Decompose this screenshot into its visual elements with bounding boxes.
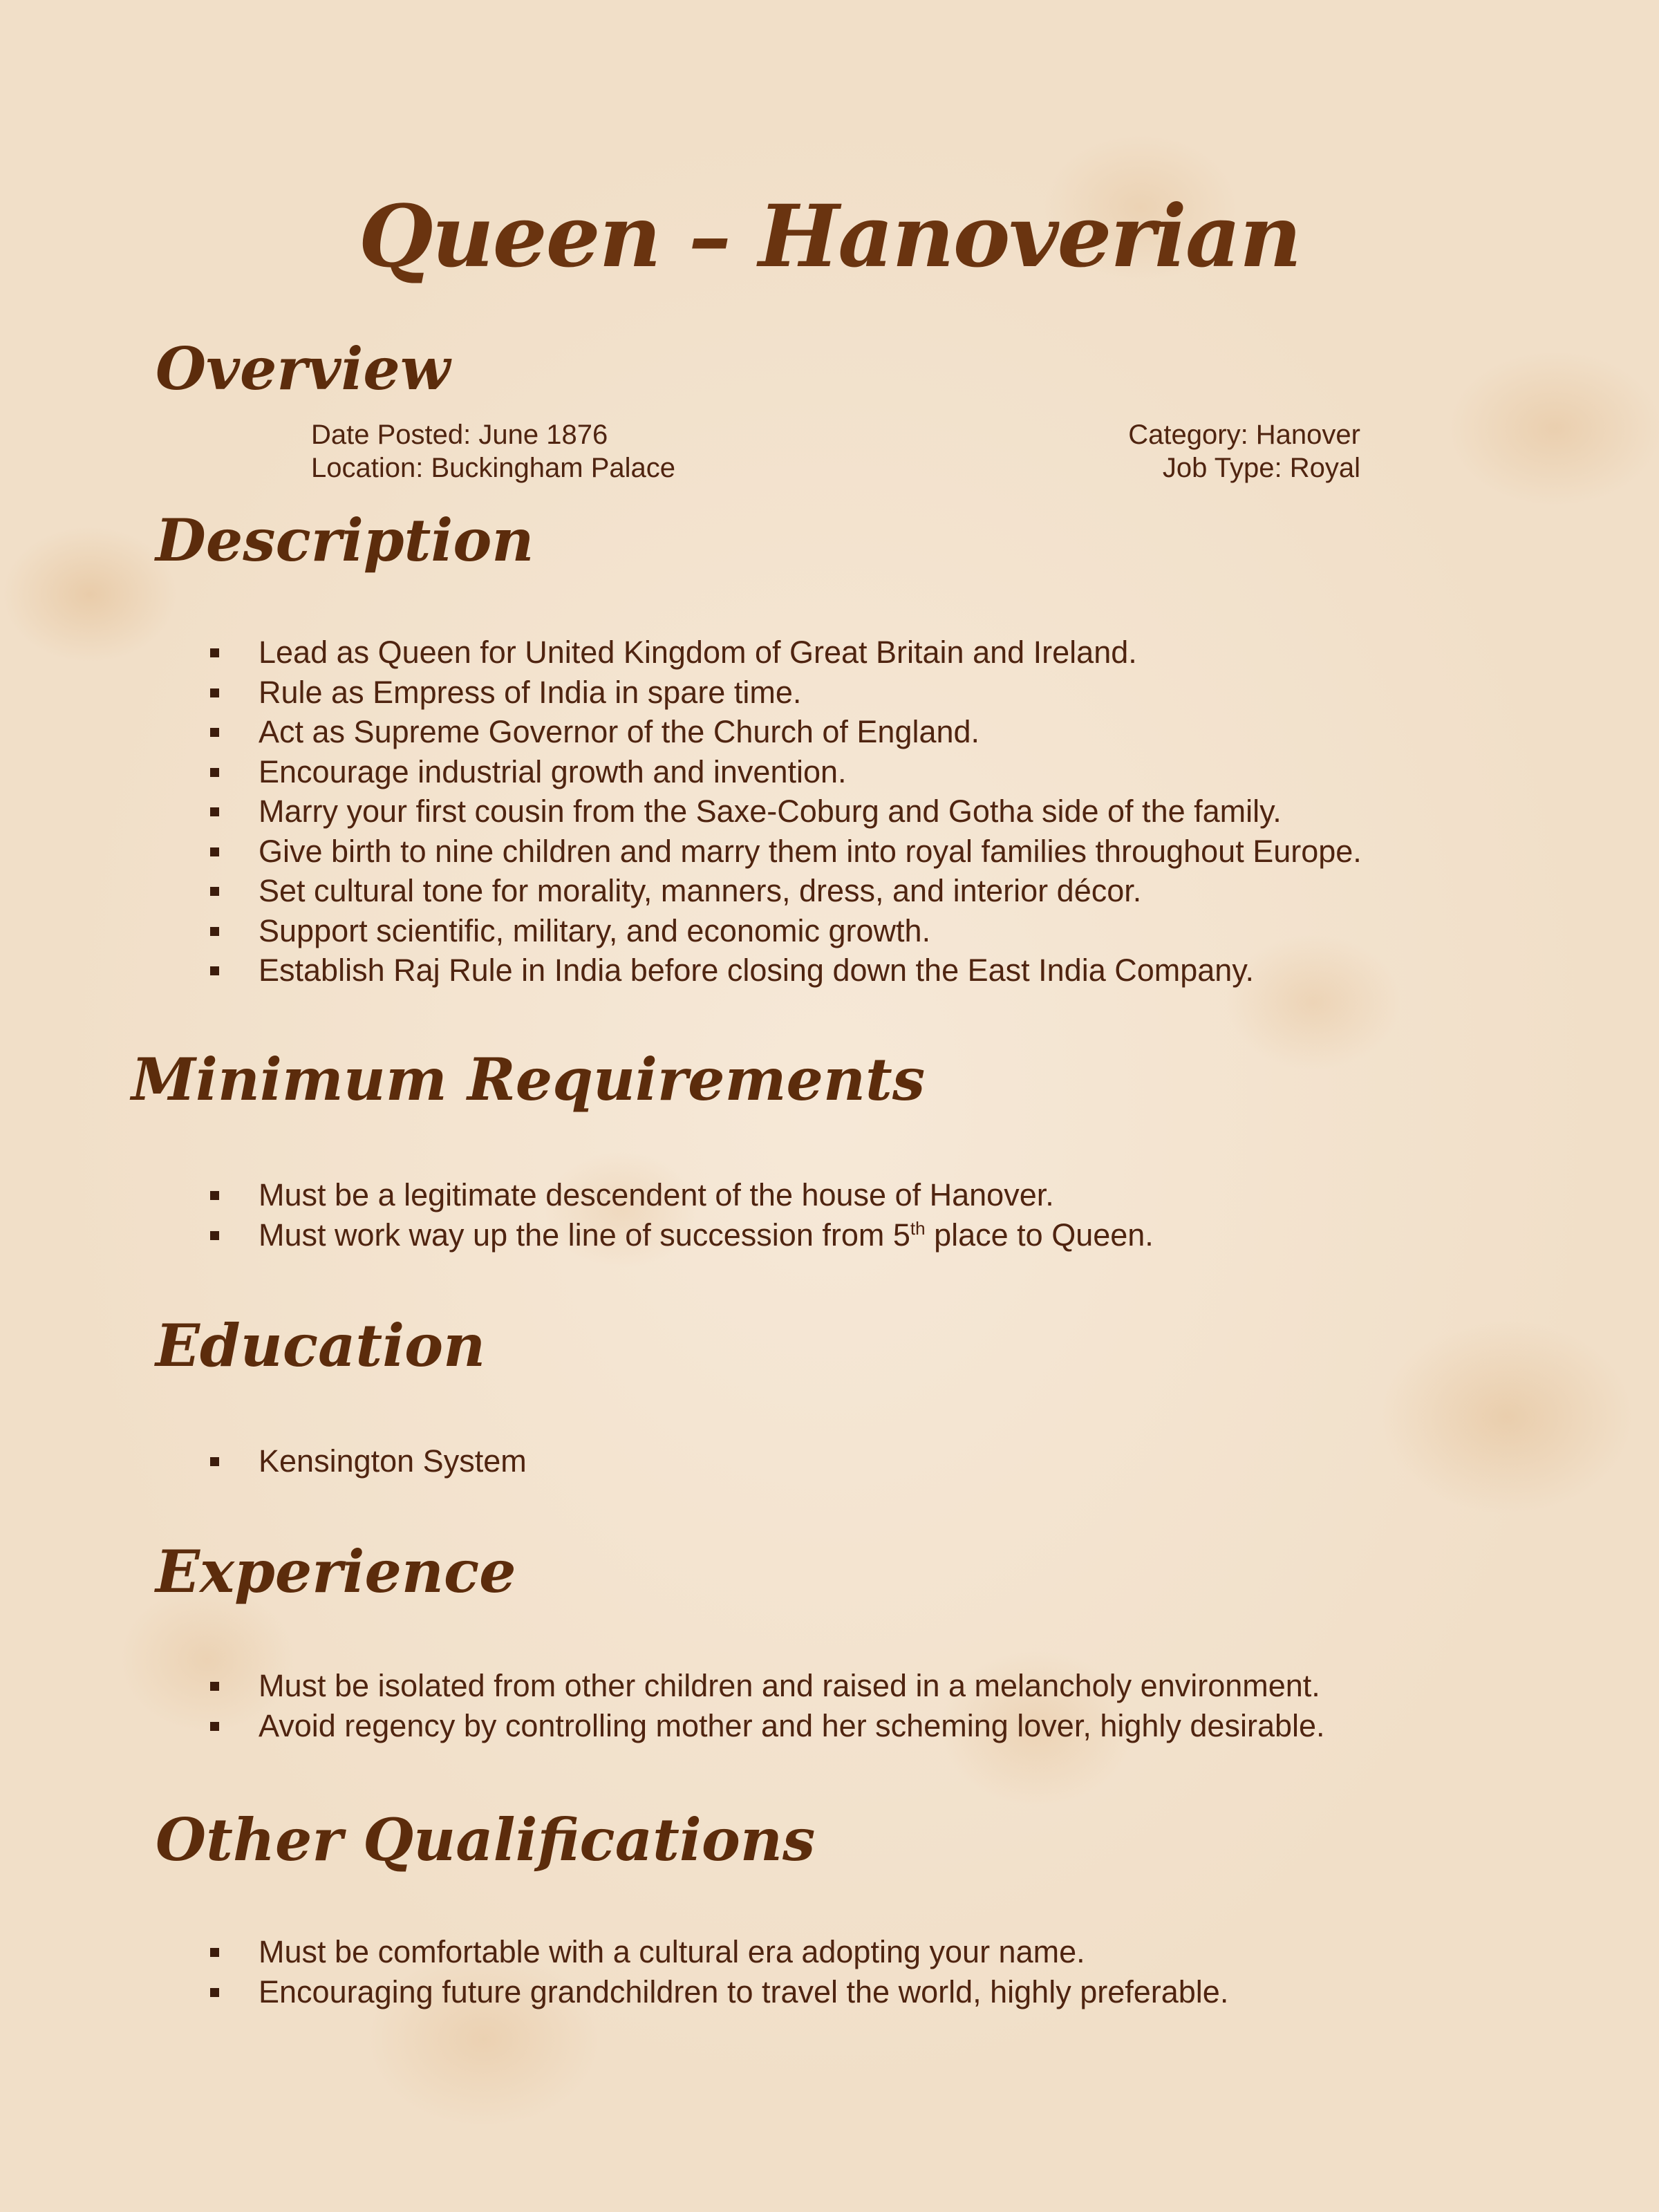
bullet-icon [210,728,219,737]
overview-right-meta [1128,418,1360,485]
experience-heading: Experience [156,1537,516,1606]
list-item: Must be isolated from other children and raised in a melancholy environment. [207,1666,1590,1706]
description-list [207,632,1590,991]
bullet-icon [210,648,219,657]
bullet-icon [210,1457,219,1466]
list-item: Lead as Queen for United Kingdom of Great Britain and Ireland. [207,632,1590,673]
list-item: Encouraging future grandchildren to travel the world, highly preferable. [207,1972,1590,2012]
list-item: Kensington System [207,1441,1590,1481]
description-heading: Description [156,506,534,574]
list-item: Set cultural tone for morality, manners, dress, and interior décor. [207,871,1590,911]
bullet-icon [210,1191,219,1200]
overview-heading: Overview [156,335,451,403]
list-item: Encourage industrial growth and invention. [207,752,1590,792]
other-qualifications-list [207,1932,1590,2012]
list-item: Rule as Empress of India in spare time. [207,673,1590,713]
bullet-icon [210,1722,219,1731]
bullet-icon [210,847,219,856]
bullet-icon [210,768,219,777]
minimum-requirements-list [207,1175,1590,1255]
minimum-requirements-heading: Minimum Requirements [131,1045,926,1114]
location: Location: Buckingham Palace [311,453,675,483]
education-list [207,1441,1590,1481]
list-item: Must be a legitimate descendent of the house of Hanover. [207,1175,1590,1215]
list-item: Marry your first cousin from the Saxe-Coburg and Gotha side of the family. [207,791,1590,832]
education-heading: Education [156,1311,486,1380]
list-item: Act as Supreme Governor of the Church of England. [207,712,1590,752]
bullet-icon [210,807,219,816]
other-qualifications-heading: Other Qualifications [156,1806,816,1874]
bullet-icon [210,887,219,896]
bullet-icon [210,1988,219,1997]
page-title: Queen – Hanoverian [358,187,1301,287]
list-item: Support scientific, military, and economic growth. [207,911,1590,951]
overview-left-meta [311,418,675,485]
category: Category: Hanover [1128,420,1360,450]
list-item: Must be comfortable with a cultural era adopting your name. [207,1932,1590,1972]
job-type: Job Type: Royal [1162,453,1360,483]
list-item: Establish Raj Rule in India before closing down the East India Company. [207,950,1590,991]
bullet-icon [210,1948,219,1957]
list-item: Must work way up the line of succession from 5th place to Queen. [207,1215,1590,1255]
bullet-icon [210,927,219,936]
bullet-icon [210,966,219,975]
list-item: Give birth to nine children and marry them into royal families throughout Europe. [207,832,1590,872]
bullet-icon [210,1682,219,1691]
bullet-icon [210,1231,219,1240]
list-item: Avoid regency by controlling mother and her scheming lover, highly desirable. [207,1706,1590,1746]
experience-list [207,1666,1590,1745]
date-posted: Date Posted: June 1876 [311,420,608,450]
bullet-icon [210,688,219,697]
